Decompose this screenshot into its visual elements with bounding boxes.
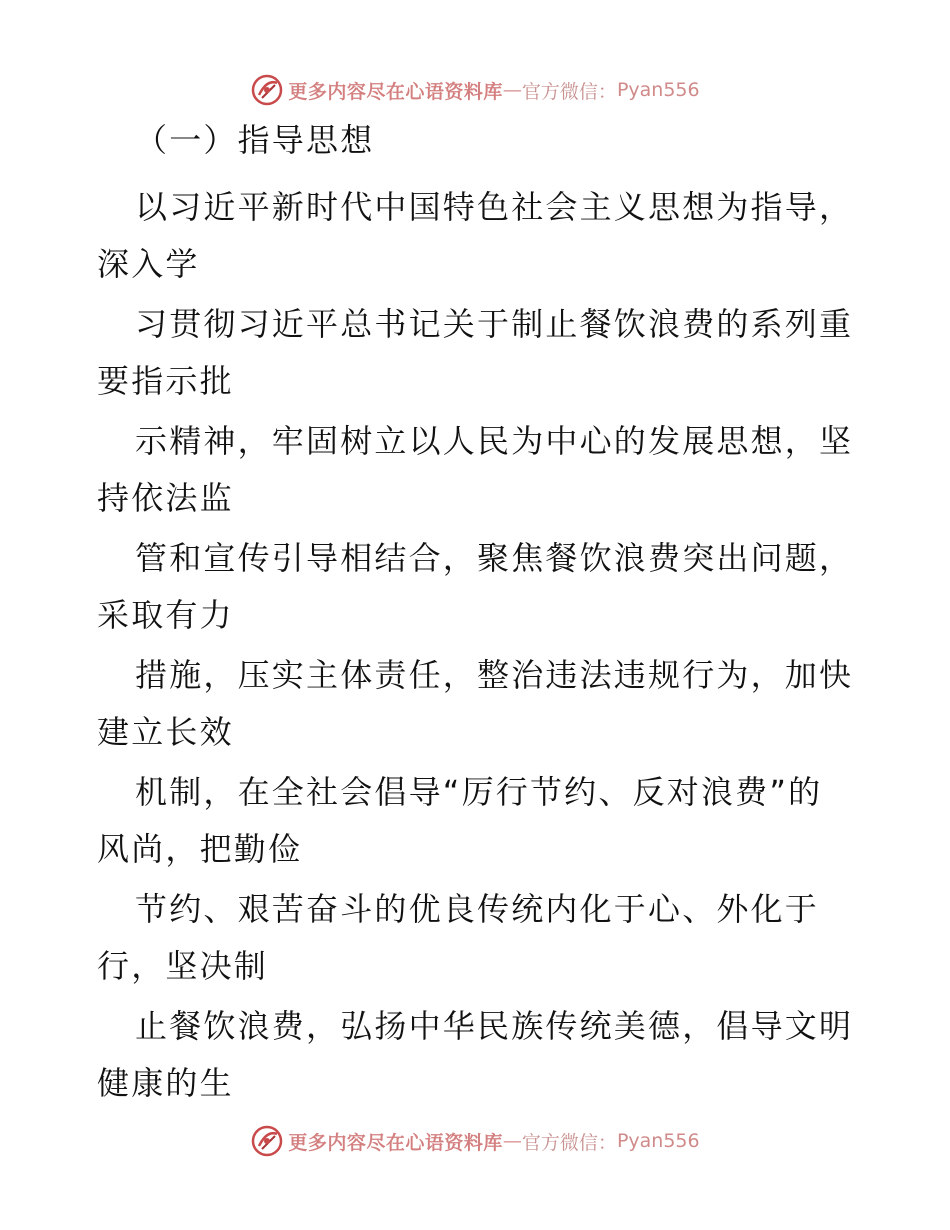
banner-separator: — — [502, 79, 522, 101]
text-line: 习贯彻习近平总书记关于制止餐饮浪费的系列重 — [135, 305, 854, 343]
banner-account: Pyan556 — [616, 1130, 700, 1152]
section-heading: （一）指导思想 — [135, 121, 375, 159]
banner-wechat-label: 官方微信： — [521, 1131, 617, 1154]
text-line: 要指示批 — [97, 362, 234, 400]
brand-logo-icon — [250, 73, 284, 107]
text-line: 采取有力 — [97, 596, 234, 634]
text-line: 示精神，牢固树立以人民为中心的发展思想，坚 — [135, 422, 854, 460]
text-line: 节约、艰苦奋斗的优良传统内化于心、外化于 — [135, 890, 820, 928]
text-line: 行，坚决制 — [97, 947, 269, 985]
header-banner — [0, 70, 950, 110]
brand-logo-icon — [250, 1124, 284, 1158]
banner-account: Pyan556 — [616, 79, 700, 101]
footer-banner — [0, 1121, 950, 1161]
text-line: 风尚，把勤俭 — [97, 830, 303, 868]
text-line: 管和宣传引导相结合，聚焦餐饮浪费突出问题， — [135, 539, 854, 577]
text-line: 健康的生 — [97, 1064, 234, 1102]
banner-wechat-label: 官方微信： — [521, 80, 617, 103]
text-line: 持依法监 — [97, 479, 234, 517]
text-line: 建立长效 — [97, 713, 234, 751]
text-line: 机制，在全社会倡导“厉行节约、反对浪费”的 — [135, 773, 823, 811]
text-line: 措施，压实主体责任，整治违法违规行为，加快 — [135, 656, 854, 694]
banner-brand: 更多内容尽在心语资料库 — [288, 1131, 503, 1154]
banner-brand: 更多内容尽在心语资料库 — [288, 80, 503, 103]
text-line: 深入学 — [97, 245, 200, 283]
text-line: 止餐饮浪费，弘扬中华民族传统美德，倡导文明 — [135, 1007, 854, 1045]
banner-separator: — — [502, 1130, 522, 1152]
text-line: 以习近平新时代中国特色社会主义思想为指导， — [135, 188, 854, 226]
